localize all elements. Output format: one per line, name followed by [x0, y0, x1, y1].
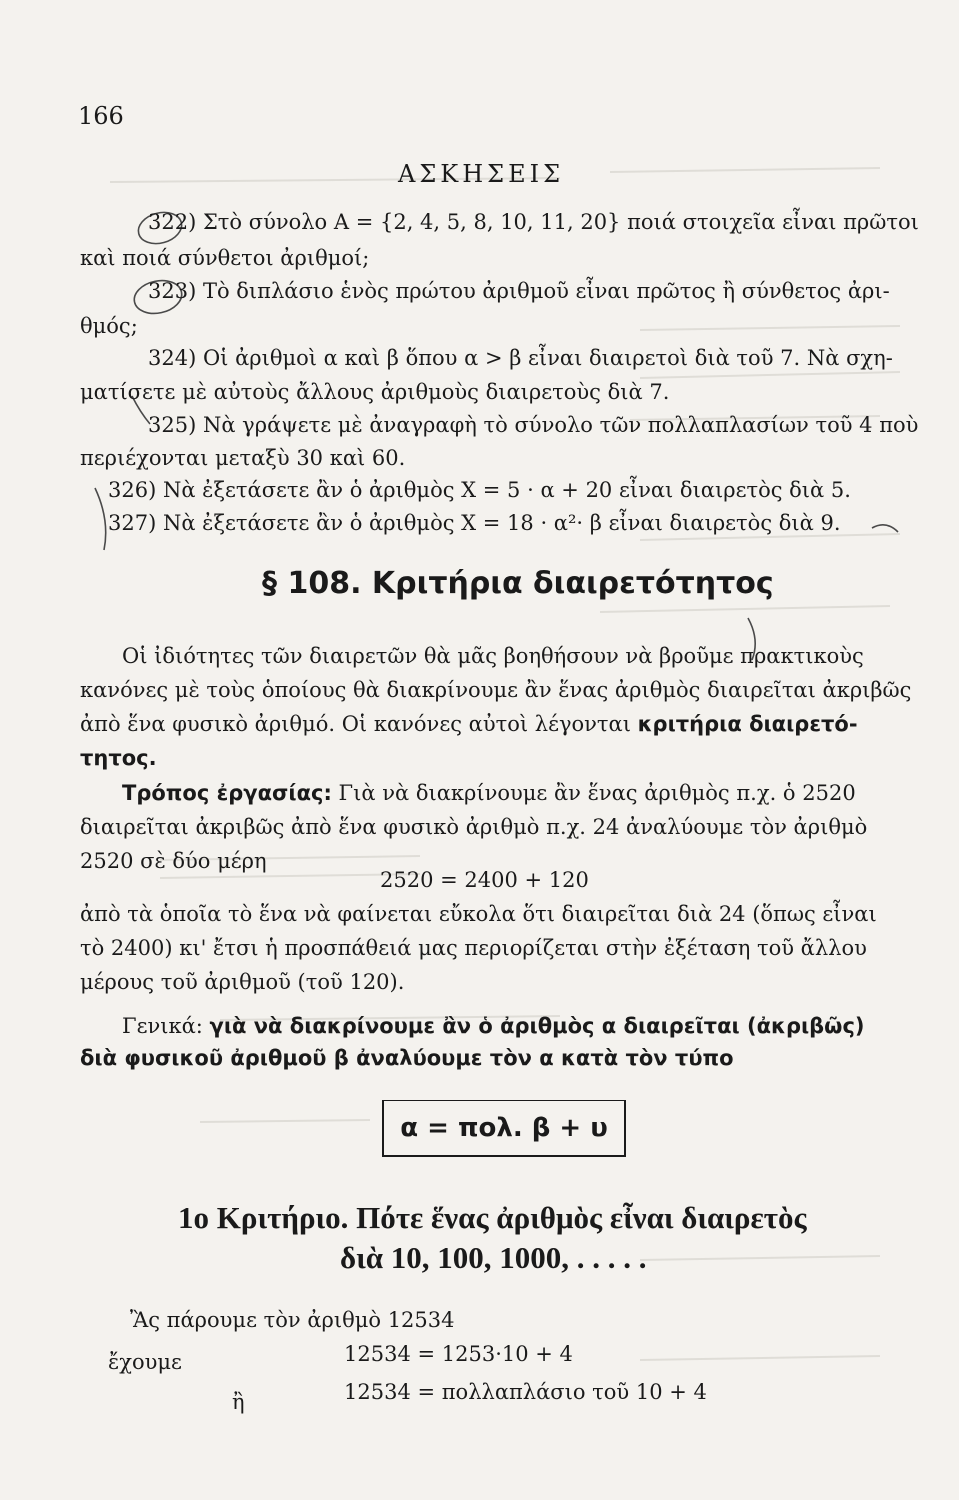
exercise-line: ματίσετε μὲ αὐτοὺς ἄλλους ἀριθμοὺς διαιρετοὺς διὰ 7. — [80, 380, 670, 404]
example-label: ἔχουμε — [108, 1350, 182, 1374]
exercise-line: 326) Νὰ ἐξετάσετε ἂν ὁ ἀριθμὸς Χ = 5 · α + 20 εἶναι διαιρετὸς διὰ 5. — [108, 478, 851, 502]
formula-box — [382, 1100, 626, 1157]
exercise-line: περιέχονται μεταξὺ 30 καὶ 60. — [80, 446, 406, 470]
exercise-line: 323) Τὸ διπλάσιο ἑνὸς πρώτου ἀριθμοῦ εἶναι πρῶτος ἢ σύνθετος ἀρι- — [148, 279, 890, 303]
general-line: διὰ φυσικοῦ ἀριθμοῦ β ἀναλύουμε τὸν α κατὰ τὸν τύπο — [80, 1046, 734, 1070]
criterion-title: διὰ 10, 100, 1000, . . . . . — [340, 1240, 647, 1275]
example-line: Ἂς πάρουμε τὸν ἀριθμὸ 12534 — [130, 1308, 455, 1332]
method-line: τὸ 2400) κι' ἔτσι ἡ προσπάθειά μας περιορίζεται στὴν ἐξέταση τοῦ ἄλλου — [80, 936, 867, 960]
method-line: διαιρεῖται ἀκριβῶς ἀπὸ ἕνα φυσικὸ ἀριθμὸ π.χ. 24 ἀναλύουμε τὸν ἀριθμὸ — [80, 815, 868, 839]
exercise-line: θμός; — [80, 314, 138, 338]
method-label: Τρόπος ἐργασίας: — [122, 781, 332, 805]
example-equation: 12534 = 1253·10 + 4 — [344, 1342, 573, 1366]
exercise-line: 327) Νὰ ἐξετάσετε ἂν ὁ ἀριθμὸς Χ = 18 · α²· β εἶναι διαιρετὸς διὰ 9. — [108, 511, 841, 535]
intro-bold-term: κριτήρια διαιρετό- — [637, 712, 858, 736]
exercise-line: 322) Στὸ σύνολο Α = {2, 4, 5, 8, 10, 11, 20} ποιά στοιχεῖα εἶναι πρῶτοι — [148, 210, 919, 234]
example-label: ἢ — [232, 1390, 245, 1414]
exercise-line: 324) Οἱ ἀριθμοὶ α καὶ β ὅπου α > β εἶναι διαιρετοὶ διὰ τοῦ 7. Νὰ σχη- — [148, 346, 893, 370]
page-number: 166 — [78, 102, 124, 130]
exercises-title: ΑΣΚΗΣΕΙΣ — [398, 160, 565, 188]
method-line — [122, 781, 856, 805]
method-equation: 2520 = 2400 + 120 — [380, 868, 589, 892]
example-equation: 12534 = πολλαπλάσιο τοῦ 10 + 4 — [344, 1380, 707, 1404]
method-line: 2520 σὲ δύο μέρη — [80, 849, 267, 873]
intro-line — [80, 712, 858, 736]
general-bold-text: γιὰ νὰ διακρίνουμε ἂν ὁ ἀριθμὸς α διαιρεῖται (ἀκριβῶς) — [209, 1014, 865, 1038]
general-line — [122, 1014, 864, 1038]
formula-text: α = πολ. β + υ — [400, 1113, 608, 1143]
method-line: ἀπὸ τὰ ὁποῖα τὸ ἕνα νὰ φαίνεται εὔκολα ὅτι διαιρεῖται διὰ 24 (ὅπως εἶναι — [80, 902, 877, 926]
method-text: Γιὰ νὰ διακρίνουμε ἂν ἕνας ἀριθμὸς π.χ. ὁ 2520 — [331, 781, 856, 805]
criterion-title: 1ο Κριτήριο. Πότε ἕνας ἀριθμὸς εἶναι διαιρετὸς — [178, 1200, 807, 1235]
intro-line: κανόνες μὲ τοὺς ὁποίους θὰ διακρίνουμε ἂν ἕνας ἀριθμὸς διαιρεῖται ἀκριβῶς — [80, 678, 912, 702]
method-line: μέρους τοῦ ἀριθμοῦ (τοῦ 120). — [80, 970, 405, 994]
general-label: Γενικά: — [122, 1014, 210, 1038]
intro-line: Οἱ ἰδιότητες τῶν διαιρετῶν θὰ μᾶς βοηθήσουν νὰ βροῦμε πρακτικοὺς — [122, 644, 864, 668]
intro-text: ἀπὸ ἕνα φυσικὸ ἀριθμό. Οἱ κανόνες αὐτοὶ λέγονται — [80, 712, 638, 736]
intro-bold-term: τητος. — [80, 746, 157, 770]
exercise-line: καὶ ποιά σύνθετοι ἀριθμοί; — [80, 246, 370, 270]
section-title: § 108. Κριτήρια διαιρετότητος — [262, 566, 774, 601]
exercise-line: 325) Νὰ γράψετε μὲ ἀναγραφὴ τὸ σύνολο τῶν πολλαπλασίων τοῦ 4 ποὺ — [148, 413, 919, 437]
